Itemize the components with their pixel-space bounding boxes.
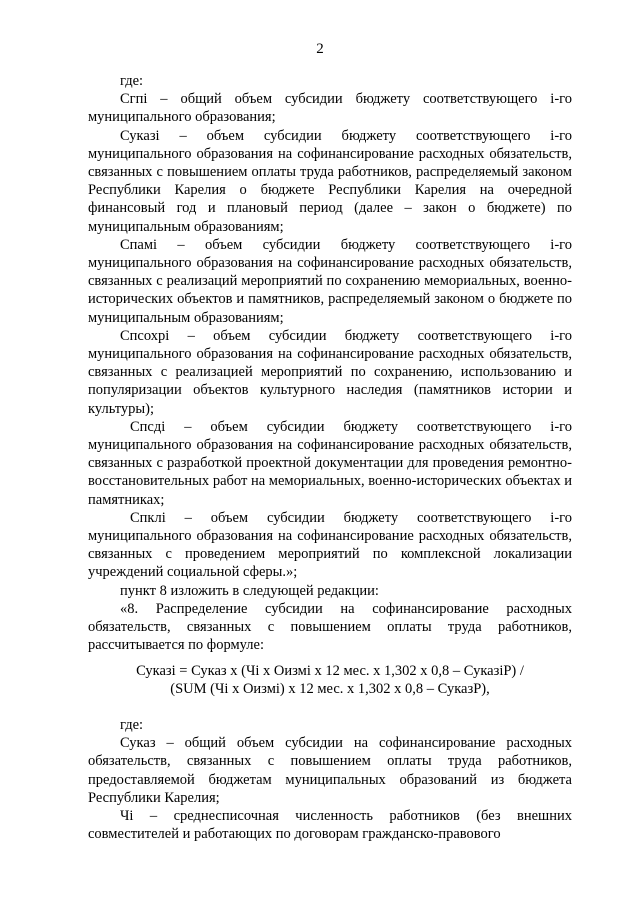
paragraph-punkt-8-text: «8. Распределение субсидии на софинансирование расходных обязательств, связанных с повышением оплаты труда работников, рассчитывается по формуле: bbox=[88, 600, 572, 654]
page-number: 2 bbox=[316, 41, 324, 57]
paragraph-spkli-definition: Спклі – объем субсидии бюджету соответствующего і-го муниципального образования на софинансирование расходных обязательств, связанных с проведением мероприятий по комплексной локализации учреждений социальной сферы.»; bbox=[88, 509, 572, 581]
paragraph-spami-definition: Спамі – объем субсидии бюджету соответствующего і-го муниципального образования на софинансирование расходных обязательств, связанных с реализаций мероприятий по сохранению мемориальных, военно-исторических объектов и памятников, распределяемый законом о бюджете по муниципальным образованиям; bbox=[88, 236, 572, 326]
paragraph-sukaz-definition: Суказ – общий объем субсидии на софинансирование расходных обязательств, связанных с повышением оплаты труда работников, предоставляемой бюджетам муниципальных образований из бюджета Республики Карелия; bbox=[88, 735, 572, 806]
paragraph-spsdi-definition: Спсді – объем субсидии бюджету соответствующего і-го муниципального образования на софинансирование расходных обязательств, связанных с разработкой проектной документации для проведения ремонтно-восстановительных работ на мемориальных, военно-исторических объектах и памятниках; bbox=[88, 418, 572, 508]
formula-block bbox=[88, 662, 572, 698]
formula-line-2: (SUM (Чі x Оизмі) x 12 мес. x 1,302 x 0,8 – СуказР), bbox=[170, 681, 490, 698]
paragraph-chi-definition: Чі – среднесписочная численность работников (без внешних совместителей и работающих по договорам гражданско-правового bbox=[88, 808, 572, 843]
paragraph-where-2: где: bbox=[120, 717, 144, 733]
paragraph-where: где: bbox=[120, 73, 144, 89]
paragraph-sgpi-definition: Сгпі – общий объем субсидии бюджету соответствующего і-го муниципального образования; bbox=[88, 91, 572, 126]
paragraph-punkt-8-intro: пункт 8 изложить в следующей редакции: bbox=[120, 582, 379, 599]
formula-line-1: Суказі = Суказ x (Чі x Оизмі x 12 мес. x 1,302 x 0,8 – СуказіР) / bbox=[136, 663, 524, 679]
paragraph-spsohri-definition: Спсохрі – объем субсидии бюджету соответствующего і-го муниципального образования на софинансирование расходных обязательств, связанных с реализацией мероприятий по сохранению, использованию и популяризации объектов культурного наследия (памятников истории и культуры); bbox=[88, 327, 572, 417]
upper-text-block bbox=[88, 72, 572, 655]
lower-text-block bbox=[88, 716, 572, 843]
paragraph-sukazi-definition: Суказі – объем субсидии бюджету соответствующего і-го муниципального образования на софинансирование расходных обязательств, связанных с повышением оплаты труда работников, распределяемый законом Республики Карелия о бюджете Республики Карелия на очередной финансовый год и плановый период (далее – закон о бюджете) по муниципальным образованиям; bbox=[88, 127, 572, 235]
